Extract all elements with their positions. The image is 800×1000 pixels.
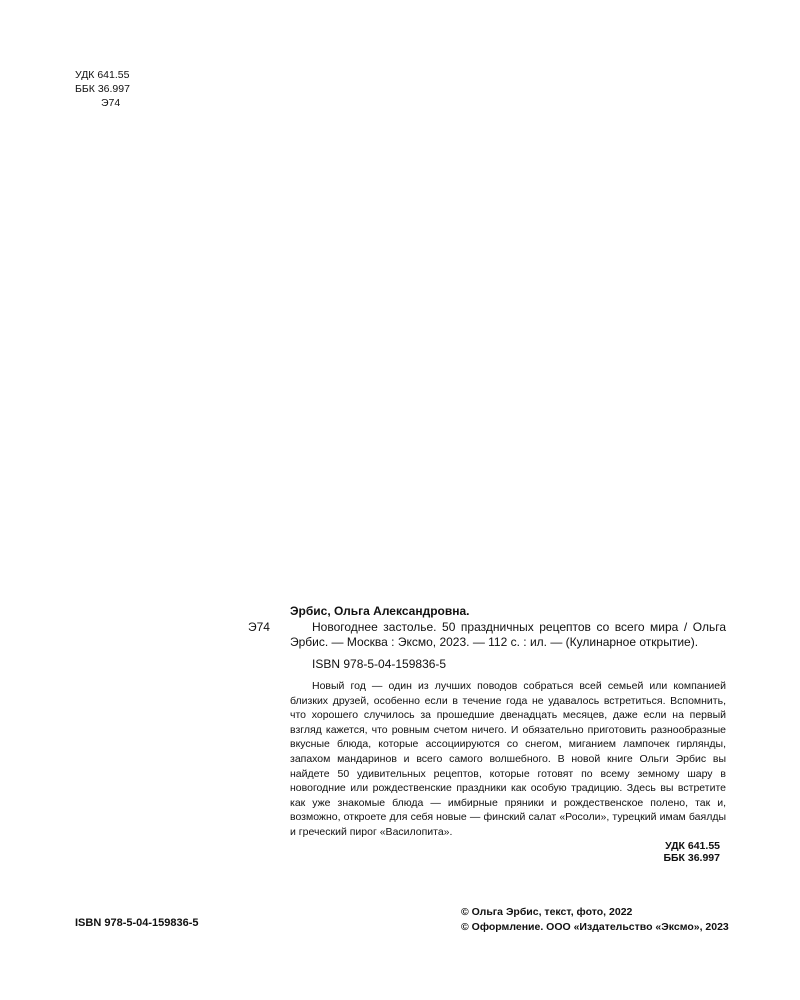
copyright-design: © Оформление. ООО «Издательство «Эксмо», 2023	[461, 921, 729, 933]
record-annotation: Новый год — один из лучших поводов собраться всей семьей или компанией близких друзей, особенно если в течение года не удавалось встретиться. Вспомнить, что хорошего случилось за прошедшие двенадцать месяцев, даже если на первый взгляд кажется, что ровным счетом ничего. И обязательно приготовить разнообразные вкусные блюда, которые ассоциируются со снегом, миганием лампочек гирлянды, запахом мандаринов и всего самого волшебного. В новой книге Ольги Эрбис вы найдете 50 удивительных рецептов, которые готовят по всему земному шару в новогодние или рождественские праздники как особую традицию. Здесь вы встретите как уже знакомые блюда — имбирные пряники и рождественское полено, так и, возможно, откроете для себя новые — финский салат «Росоли», турецкий имам баялды и греческий пирог «Василопита».	[290, 680, 726, 838]
record-author: Эрбис, Ольга Александровна.	[290, 604, 470, 618]
record-description: Новогоднее застолье. 50 праздничных рецептов со всего мира / Ольга Эрбис. — Москва : Эксмо, 2023. — 112 с. : ил. — (Кулинарное открытие).	[290, 619, 726, 649]
footer-isbn: ISBN 978-5-04-159836-5	[75, 917, 199, 929]
record-author-mark: Э74	[248, 619, 270, 634]
classification-block-top	[75, 68, 130, 110]
copyright-block	[461, 905, 729, 935]
record-udk-code: УДК 641.55	[665, 839, 720, 852]
bibliographic-record	[246, 604, 726, 864]
record-bbk-code: ББК 36.997	[663, 851, 720, 864]
author-mark: Э74	[101, 97, 121, 109]
bbk-code: ББК 36.997	[75, 83, 130, 95]
classification-block-bottom	[290, 840, 726, 864]
record-isbn: ISBN 978-5-04-159836-5	[312, 656, 447, 671]
copyright-text: © Ольга Эрбис, текст, фото, 2022	[461, 906, 633, 918]
udk-code: УДК 641.55	[75, 69, 130, 81]
